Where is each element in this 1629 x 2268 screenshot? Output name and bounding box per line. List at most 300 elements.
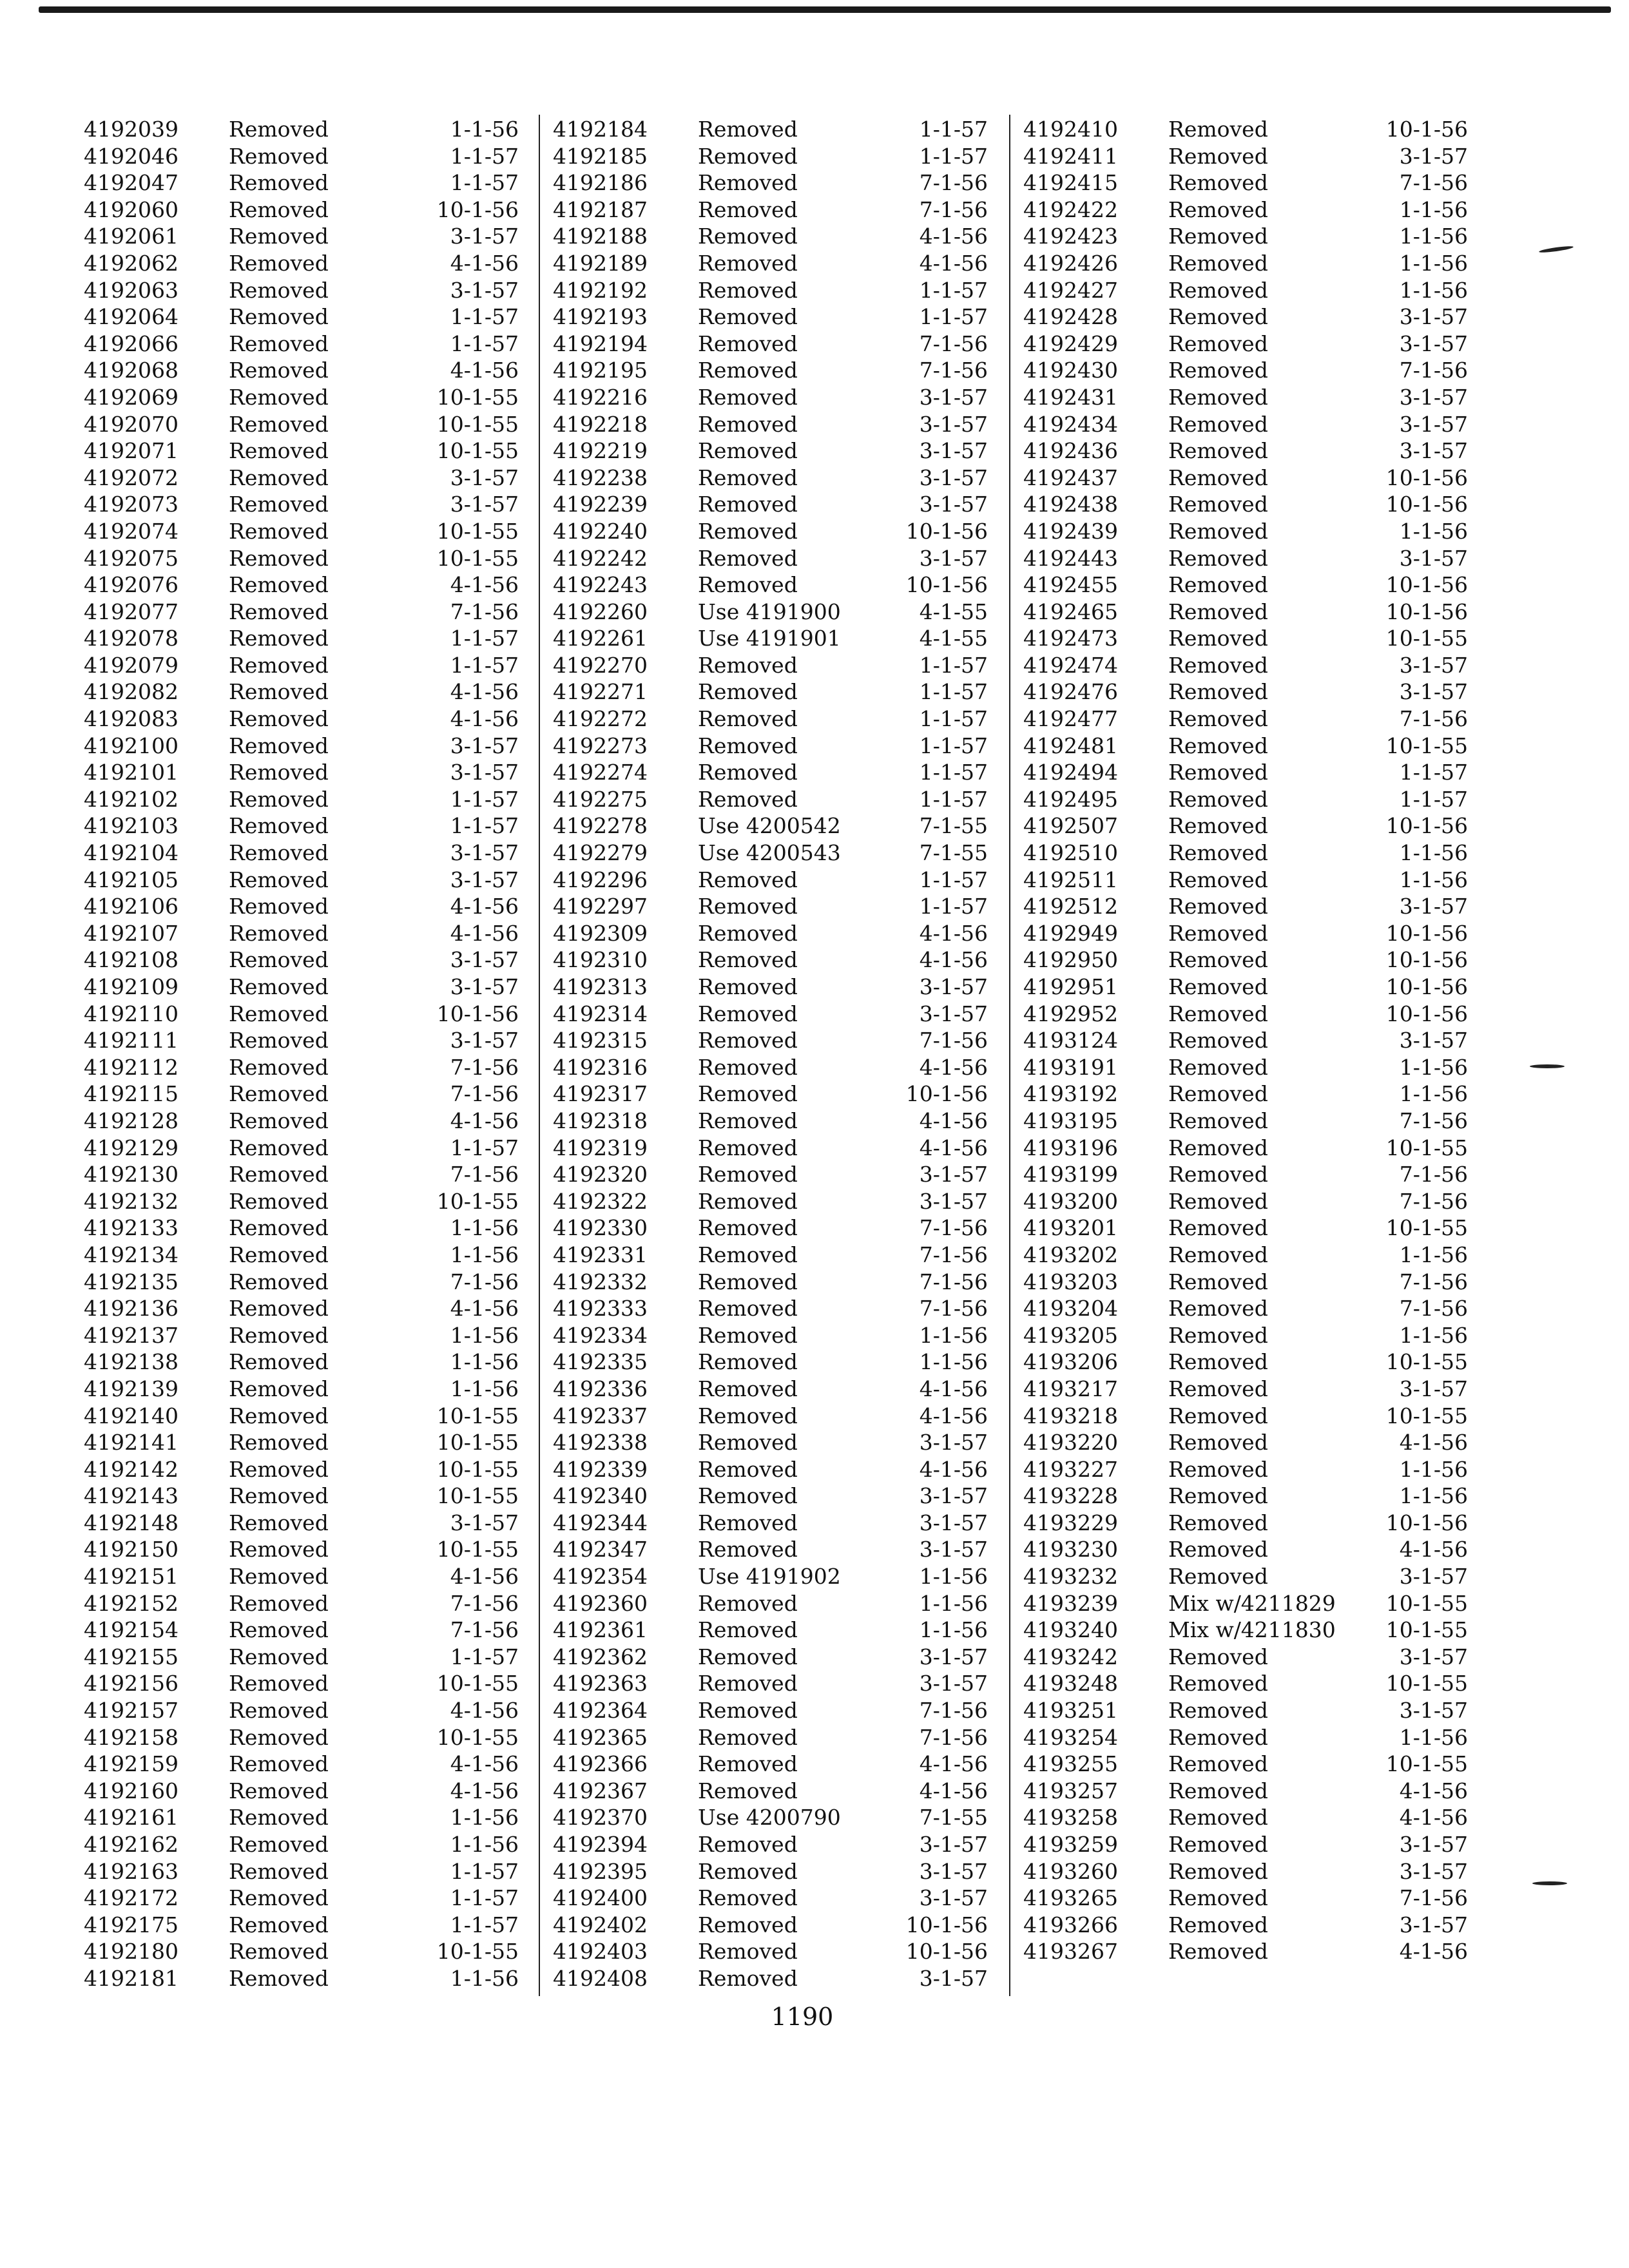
- effective-date: 3-1-57: [919, 411, 988, 437]
- part-number: 4192411: [1023, 143, 1118, 169]
- part-number: 4192426: [1023, 250, 1118, 276]
- table-row: [84, 572, 528, 599]
- effective-date: 7-1-56: [919, 1698, 988, 1724]
- status: Removed: [1168, 143, 1268, 169]
- status: Removed: [229, 786, 329, 812]
- table-row: [553, 1778, 1008, 1805]
- status: Removed: [698, 1537, 798, 1562]
- table-row: [553, 1376, 1008, 1403]
- status: Removed: [698, 143, 798, 169]
- effective-date: 1-1-56: [1399, 1483, 1468, 1509]
- effective-date: 1-1-56: [450, 1322, 519, 1348]
- table-row: [1023, 1322, 1474, 1349]
- table-row: [84, 1269, 528, 1296]
- effective-date: 3-1-57: [450, 947, 519, 973]
- effective-date: 7-1-56: [450, 1590, 519, 1616]
- table-row: [84, 411, 528, 438]
- table-row: [1023, 1670, 1474, 1697]
- status: Removed: [229, 518, 329, 544]
- table-row: [84, 1724, 528, 1751]
- effective-date: 10-1-56: [1385, 117, 1468, 142]
- part-number: 4192340: [553, 1483, 648, 1509]
- part-number: 4192156: [84, 1671, 178, 1696]
- status: Use 4200790: [698, 1805, 841, 1831]
- effective-date: 3-1-57: [919, 1188, 988, 1214]
- effective-date: 1-1-57: [919, 143, 988, 169]
- effective-date: 7-1-56: [919, 1296, 988, 1321]
- table-row: [1023, 1349, 1474, 1376]
- effective-date: 3-1-57: [450, 760, 519, 785]
- part-number: 4192218: [553, 411, 648, 437]
- effective-date: 10-1-55: [1385, 1617, 1468, 1643]
- status: Removed: [1168, 1001, 1268, 1026]
- effective-date: 4-1-56: [450, 920, 519, 946]
- table-row: [1023, 1751, 1474, 1778]
- status: Removed: [229, 304, 329, 330]
- part-number: 4192275: [553, 786, 648, 812]
- effective-date: 1-1-57: [450, 170, 519, 196]
- effective-date: 10-1-55: [1385, 1751, 1468, 1777]
- part-number: 4192507: [1023, 813, 1118, 839]
- part-number: 4192337: [553, 1403, 648, 1428]
- part-number: 4193232: [1023, 1564, 1118, 1590]
- part-number: 4192474: [1023, 652, 1118, 678]
- part-number: 4192333: [553, 1296, 648, 1321]
- status: Removed: [698, 331, 798, 356]
- table-row: [553, 1027, 1008, 1054]
- status: Removed: [698, 1939, 798, 1965]
- effective-date: 4-1-56: [450, 894, 519, 919]
- part-number: 4192148: [84, 1510, 178, 1535]
- part-number: 4193191: [1023, 1054, 1118, 1080]
- part-number: 4192060: [84, 197, 178, 222]
- effective-date: 1-1-56: [450, 1805, 519, 1831]
- part-number: 4192363: [553, 1671, 648, 1696]
- status: Removed: [229, 1215, 329, 1241]
- column-3: [1023, 116, 1474, 1965]
- table-row: [1023, 920, 1474, 947]
- part-number: 4192423: [1023, 224, 1118, 249]
- status: Removed: [698, 117, 798, 142]
- effective-date: 1-1-56: [919, 1322, 988, 1348]
- table-row: [553, 867, 1008, 894]
- margin-mark: [1532, 1881, 1567, 1885]
- part-number: 4192111: [84, 1028, 178, 1053]
- table-row: [1023, 893, 1474, 920]
- effective-date: 10-1-55: [436, 1537, 519, 1562]
- part-number: 4192339: [553, 1456, 648, 1482]
- table-row: [1023, 867, 1474, 894]
- table-row: [553, 652, 1008, 679]
- part-number: 4193199: [1023, 1162, 1118, 1187]
- table-row: [84, 1322, 528, 1349]
- status: Removed: [698, 545, 798, 571]
- table-row: [553, 1269, 1008, 1296]
- effective-date: 3-1-57: [919, 1858, 988, 1884]
- part-number: 4192141: [84, 1430, 178, 1456]
- table-row: [84, 1670, 528, 1697]
- table-row: [1023, 1027, 1474, 1054]
- table-row: [84, 1376, 528, 1403]
- status: Removed: [698, 384, 798, 410]
- part-number: 4192158: [84, 1724, 178, 1750]
- part-number: 4192142: [84, 1456, 178, 1482]
- table-row: [1023, 357, 1474, 384]
- status: Removed: [229, 1805, 329, 1831]
- part-number: 4192360: [553, 1590, 648, 1616]
- table-row: [1023, 652, 1474, 679]
- table-row: [553, 1563, 1008, 1590]
- table-row: [553, 1242, 1008, 1269]
- part-number: 4192138: [84, 1349, 178, 1375]
- status: Removed: [698, 974, 798, 999]
- table-row: [84, 545, 528, 572]
- table-row: [1023, 947, 1474, 974]
- effective-date: 7-1-56: [1399, 1108, 1468, 1133]
- effective-date: 10-1-56: [1385, 1510, 1468, 1535]
- table-row: [553, 545, 1008, 572]
- effective-date: 10-1-56: [1385, 572, 1468, 598]
- part-number: 4193218: [1023, 1403, 1118, 1428]
- status: Removed: [229, 1778, 329, 1803]
- effective-date: 1-1-57: [1399, 760, 1468, 785]
- table-row: [1023, 1429, 1474, 1456]
- table-row: [84, 1617, 528, 1644]
- effective-date: 3-1-57: [1399, 143, 1468, 169]
- status: Removed: [1168, 1376, 1268, 1401]
- effective-date: 1-1-57: [919, 867, 988, 892]
- part-number: 4192330: [553, 1215, 648, 1241]
- status: Removed: [698, 465, 798, 490]
- table-row: [553, 1510, 1008, 1537]
- status: Removed: [1168, 224, 1268, 249]
- table-row: [1023, 1403, 1474, 1430]
- table-row: [553, 1590, 1008, 1617]
- effective-date: 10-1-55: [1385, 626, 1468, 651]
- effective-date: 3-1-57: [1399, 411, 1468, 437]
- table-row: [1023, 974, 1474, 1001]
- part-number: 4192428: [1023, 304, 1118, 330]
- table-row: [84, 1510, 528, 1537]
- table-row: [553, 357, 1008, 384]
- status: Removed: [229, 840, 329, 866]
- effective-date: 3-1-57: [1399, 304, 1468, 330]
- table-row: [84, 893, 528, 920]
- table-row: [1023, 491, 1474, 518]
- effective-date: 7-1-56: [919, 1028, 988, 1053]
- effective-date: 10-1-55: [436, 1939, 519, 1965]
- part-number: 4192431: [1023, 384, 1118, 410]
- table-row: [553, 491, 1008, 518]
- part-number: 4192047: [84, 170, 178, 196]
- status: Removed: [1168, 170, 1268, 196]
- part-number: 4192317: [553, 1081, 648, 1107]
- effective-date: 3-1-57: [1399, 1376, 1468, 1401]
- table-row: [553, 1697, 1008, 1724]
- effective-date: 7-1-56: [450, 1269, 519, 1294]
- effective-date: 3-1-57: [1399, 545, 1468, 571]
- effective-date: 10-1-56: [905, 1939, 988, 1965]
- effective-date: 3-1-57: [919, 1430, 988, 1456]
- part-number: 4192100: [84, 733, 178, 758]
- effective-date: 10-1-55: [436, 545, 519, 571]
- part-number: 4192429: [1023, 331, 1118, 356]
- table-row: [553, 1885, 1008, 1912]
- table-row: [1023, 411, 1474, 438]
- part-number: 4192273: [553, 733, 648, 758]
- part-number: 4192075: [84, 545, 178, 571]
- part-number: 4192070: [84, 411, 178, 437]
- effective-date: 7-1-56: [1399, 1162, 1468, 1187]
- part-number: 4192193: [553, 304, 648, 330]
- part-number: 4192238: [553, 465, 648, 490]
- effective-date: 3-1-57: [450, 840, 519, 866]
- part-number: 4193195: [1023, 1108, 1118, 1133]
- effective-date: 3-1-57: [1399, 1564, 1468, 1590]
- part-number: 4192140: [84, 1403, 178, 1428]
- part-number: 4192188: [553, 224, 648, 249]
- effective-date: 3-1-57: [1399, 1028, 1468, 1053]
- status: Removed: [1168, 1269, 1268, 1294]
- effective-date: 1-1-57: [919, 117, 988, 142]
- status: Removed: [1168, 599, 1268, 624]
- part-number: 4192354: [553, 1564, 648, 1590]
- part-number: 4192495: [1023, 786, 1118, 812]
- effective-date: 10-1-56: [1385, 813, 1468, 839]
- effective-date: 7-1-56: [1399, 358, 1468, 383]
- effective-date: 1-1-56: [1399, 1054, 1468, 1080]
- status: Mix w/4211829: [1168, 1590, 1336, 1616]
- part-number: 4192261: [553, 626, 648, 651]
- table-row: [84, 1590, 528, 1617]
- table-row: [553, 599, 1008, 626]
- part-number: 4192115: [84, 1081, 178, 1107]
- status: Removed: [229, 358, 329, 383]
- table-row: [553, 518, 1008, 545]
- part-number: 4192108: [84, 947, 178, 973]
- part-number: 4192510: [1023, 840, 1118, 866]
- effective-date: 7-1-56: [1399, 1885, 1468, 1911]
- table-row: [84, 1188, 528, 1215]
- part-number: 4192106: [84, 894, 178, 919]
- status: Removed: [229, 1510, 329, 1535]
- effective-date: 1-1-57: [450, 786, 519, 812]
- effective-date: 7-1-56: [450, 1617, 519, 1643]
- status: Removed: [229, 1912, 329, 1937]
- table-row: [553, 1617, 1008, 1644]
- table-row: [553, 1429, 1008, 1456]
- part-number: 4192189: [553, 250, 648, 276]
- table-row: [1023, 1242, 1474, 1269]
- effective-date: 3-1-57: [919, 465, 988, 490]
- status: Removed: [229, 1644, 329, 1669]
- effective-date: 10-1-56: [1385, 947, 1468, 973]
- part-number: 4192318: [553, 1108, 648, 1133]
- table-row: [553, 1108, 1008, 1135]
- table-row: [84, 1456, 528, 1483]
- table-row: [1023, 599, 1474, 626]
- part-number: 4192063: [84, 277, 178, 303]
- table-row: [1023, 706, 1474, 733]
- part-number: 4192366: [553, 1751, 648, 1777]
- effective-date: 4-1-56: [919, 1054, 988, 1080]
- effective-date: 3-1-57: [1399, 679, 1468, 705]
- table-row: [84, 1001, 528, 1028]
- part-number: 4192347: [553, 1537, 648, 1562]
- effective-date: 1-1-57: [919, 894, 988, 919]
- part-number: 4193196: [1023, 1135, 1118, 1160]
- effective-date: 3-1-57: [450, 867, 519, 892]
- table-row: [553, 1081, 1008, 1108]
- status: Removed: [1168, 1081, 1268, 1107]
- part-number: 4192511: [1023, 867, 1118, 892]
- status: Removed: [229, 411, 329, 437]
- table-row: [1023, 1081, 1474, 1108]
- table-row: [84, 143, 528, 170]
- table-row: [553, 840, 1008, 867]
- status: Removed: [698, 1483, 798, 1509]
- effective-date: 10-1-55: [1385, 1671, 1468, 1696]
- table-row: [553, 1215, 1008, 1242]
- part-number: 4192152: [84, 1590, 178, 1616]
- effective-date: 3-1-57: [1399, 331, 1468, 356]
- status: Removed: [1168, 1403, 1268, 1428]
- table-row: [1023, 786, 1474, 813]
- status: Removed: [698, 786, 798, 812]
- status: Removed: [1168, 1537, 1268, 1562]
- table-row: [1023, 678, 1474, 706]
- status: Removed: [698, 1698, 798, 1724]
- effective-date: 3-1-57: [1399, 384, 1468, 410]
- status: Removed: [698, 1510, 798, 1535]
- table-row: [553, 437, 1008, 465]
- table-row: [84, 169, 528, 197]
- status: Removed: [229, 1832, 329, 1857]
- effective-date: 7-1-56: [1399, 170, 1468, 196]
- status: Removed: [1168, 1644, 1268, 1669]
- effective-date: 7-1-56: [919, 331, 988, 356]
- part-number: 4193258: [1023, 1805, 1118, 1831]
- part-number: 4192364: [553, 1698, 648, 1724]
- part-number: 4192455: [1023, 572, 1118, 598]
- status: Removed: [229, 679, 329, 705]
- effective-date: 3-1-57: [450, 492, 519, 517]
- table-row: [553, 1536, 1008, 1563]
- part-number: 4192046: [84, 143, 178, 169]
- status: Removed: [229, 1403, 329, 1428]
- effective-date: 4-1-55: [919, 599, 988, 624]
- effective-date: 1-1-56: [1399, 1724, 1468, 1750]
- effective-date: 10-1-55: [436, 518, 519, 544]
- part-number: 4193203: [1023, 1269, 1118, 1294]
- table-row: [553, 1295, 1008, 1322]
- effective-date: 1-1-56: [919, 1590, 988, 1616]
- effective-date: 3-1-57: [919, 1162, 988, 1187]
- effective-date: 3-1-57: [450, 1028, 519, 1053]
- part-number: 4192322: [553, 1188, 648, 1214]
- effective-date: 7-1-56: [1399, 1296, 1468, 1321]
- status: Removed: [1168, 920, 1268, 946]
- status: Removed: [229, 1028, 329, 1053]
- table-row: [84, 357, 528, 384]
- status: Removed: [698, 1671, 798, 1696]
- part-number: 4192443: [1023, 545, 1118, 571]
- part-number: 4192361: [553, 1617, 648, 1643]
- status: Removed: [229, 277, 329, 303]
- part-number: 4192331: [553, 1242, 648, 1267]
- table-row: [553, 1938, 1008, 1965]
- table-row: [84, 1912, 528, 1939]
- part-number: 4192403: [553, 1939, 648, 1965]
- part-number: 4192316: [553, 1054, 648, 1080]
- table-row: [553, 384, 1008, 411]
- effective-date: 1-1-57: [919, 760, 988, 785]
- status: Removed: [1168, 438, 1268, 464]
- effective-date: 1-1-57: [919, 652, 988, 678]
- status: Removed: [229, 1939, 329, 1965]
- table-row: [84, 1804, 528, 1831]
- effective-date: 10-1-55: [436, 438, 519, 464]
- status: Removed: [698, 1644, 798, 1669]
- effective-date: 1-1-56: [450, 1349, 519, 1375]
- status: Removed: [698, 1162, 798, 1187]
- effective-date: 4-1-56: [1399, 1805, 1468, 1831]
- part-number: 4192186: [553, 170, 648, 196]
- part-number: 4192402: [553, 1912, 648, 1937]
- table-row: [84, 867, 528, 894]
- part-number: 4192476: [1023, 679, 1118, 705]
- effective-date: 7-1-55: [919, 1805, 988, 1831]
- status: Removed: [698, 1349, 798, 1375]
- effective-date: 10-1-55: [436, 1430, 519, 1456]
- table-row: [84, 840, 528, 867]
- effective-date: 1-1-56: [450, 1215, 519, 1241]
- part-number: 4193248: [1023, 1671, 1118, 1696]
- table-row: [553, 1001, 1008, 1028]
- effective-date: 4-1-56: [919, 1108, 988, 1133]
- table-row: [1023, 197, 1474, 224]
- status: Removed: [1168, 572, 1268, 598]
- part-number: 4192150: [84, 1537, 178, 1562]
- effective-date: 4-1-56: [450, 679, 519, 705]
- status: Removed: [1168, 1188, 1268, 1214]
- effective-date: 3-1-57: [450, 224, 519, 249]
- table-row: [553, 893, 1008, 920]
- status: Use 4191902: [698, 1564, 841, 1590]
- effective-date: 7-1-56: [919, 1269, 988, 1294]
- status: Removed: [1168, 1108, 1268, 1133]
- status: Removed: [1168, 411, 1268, 437]
- status: Removed: [1168, 652, 1268, 678]
- table-row: [553, 733, 1008, 760]
- table-row: [84, 303, 528, 331]
- part-number: 4192109: [84, 974, 178, 999]
- status: Removed: [1168, 894, 1268, 919]
- status: Removed: [229, 1001, 329, 1026]
- status: Removed: [698, 706, 798, 732]
- effective-date: 1-1-56: [1399, 518, 1468, 544]
- status: Removed: [1168, 1858, 1268, 1884]
- effective-date: 4-1-56: [1399, 1537, 1468, 1562]
- part-number: 4192137: [84, 1322, 178, 1348]
- table-row: [84, 277, 528, 304]
- part-number: 4192192: [553, 277, 648, 303]
- effective-date: 3-1-57: [1399, 1644, 1468, 1669]
- status: Removed: [698, 1376, 798, 1401]
- effective-date: 10-1-55: [1385, 1215, 1468, 1241]
- status: Removed: [229, 1698, 329, 1724]
- table-row: [1023, 759, 1474, 786]
